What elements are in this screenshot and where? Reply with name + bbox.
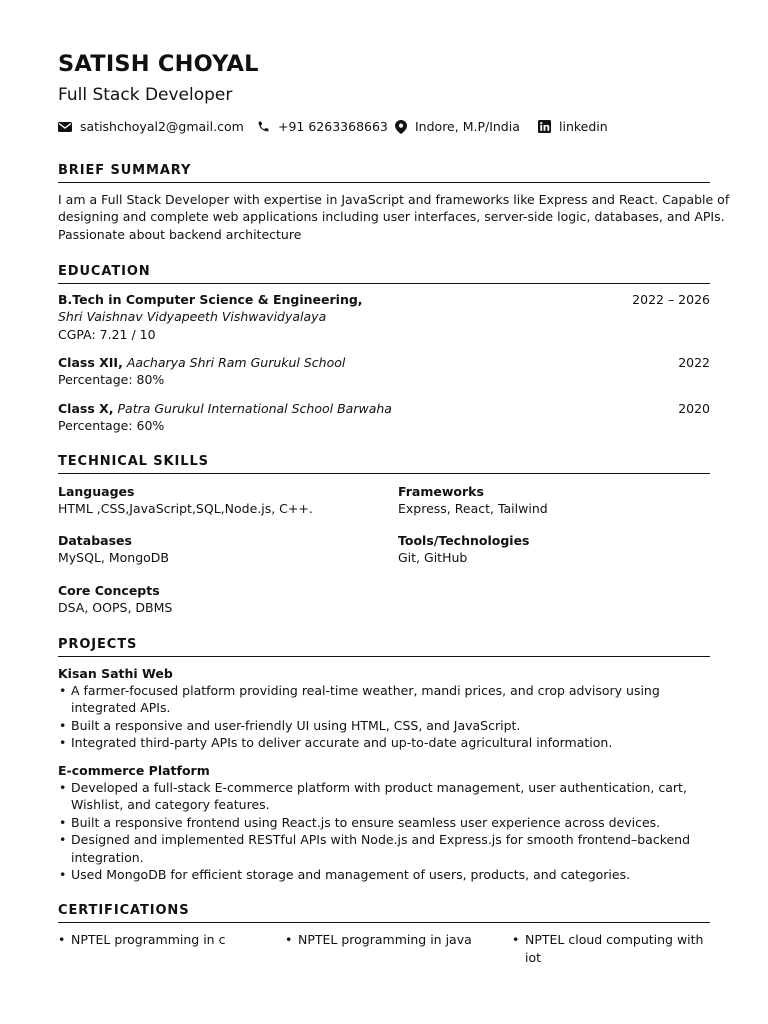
skill-label: Databases [58, 533, 132, 548]
section-divider [58, 656, 710, 657]
education-score: Percentage: 60% [58, 418, 165, 434]
contact-linkedin-text: linkedin [559, 119, 608, 134]
summary-line: designing and complete web applications including user interfaces, server-side logic, databases, and APIs. [58, 209, 725, 225]
project-bullets [58, 779, 708, 883]
project-title: E-commerce Platform [58, 763, 210, 778]
education-degree: B.Tech in Computer Science & Engineering, [58, 292, 363, 307]
education-entry [58, 291, 363, 343]
contact-email[interactable] [58, 119, 244, 134]
section-divider [58, 473, 710, 474]
education-degree: Class XII, [58, 355, 123, 370]
section-divider [58, 182, 710, 183]
list-item: • Designed and implemented RESTful APIs with Node.js and Express.js for smooth frontend–backend integration. [58, 831, 708, 866]
bullet-icon: • [512, 932, 520, 947]
candidate-name: SATISH CHOYAL [58, 51, 259, 77]
skill-group-databases [58, 532, 169, 567]
section-divider [58, 922, 710, 923]
certification-text: NPTEL cloud computing with iot [525, 932, 704, 965]
summary-text [58, 191, 729, 243]
bullet-icon: • [285, 932, 293, 947]
certification-item [285, 931, 500, 949]
skill-label: Tools/Technologies [398, 533, 530, 548]
section-heading-projects: PROJECTS [58, 637, 138, 652]
contact-email-text: satishchoyal2@gmail.com [80, 119, 244, 134]
list-item: • Used MongoDB for efficient storage and management of users, products, and categories. [58, 866, 708, 883]
project-title: Kisan Sathi Web [58, 666, 173, 681]
candidate-title: Full Stack Developer [58, 85, 233, 105]
education-school: Patra Gurukul International School Barwaha [117, 401, 392, 416]
project-bullets [58, 682, 708, 752]
list-item: • Built a responsive frontend using React.js to ensure seamless user experience across devices. [58, 814, 708, 831]
skill-group-tools [398, 532, 530, 567]
contact-linkedin[interactable] [538, 119, 608, 134]
list-item: • Built a responsive and user-friendly UI using HTML, CSS, and JavaScript. [58, 717, 708, 734]
education-school: Aacharya Shri Ram Gurukul School [126, 355, 346, 370]
skill-label: Languages [58, 484, 135, 499]
skill-value: Git, GitHub [398, 550, 468, 566]
skill-value: DSA, OOPS, DBMS [58, 600, 173, 616]
skill-group-core-concepts [58, 582, 172, 617]
certification-item [512, 931, 710, 967]
list-item: • Integrated third-party APIs to deliver accurate and up-to-date agricultural information. [58, 734, 708, 751]
email-icon [58, 122, 72, 132]
section-heading-education: EDUCATION [58, 264, 151, 279]
education-years: 2022 – 2026 [632, 292, 710, 307]
skill-label: Frameworks [398, 484, 484, 499]
phone-icon [257, 120, 270, 133]
summary-line: I am a Full Stack Developer with expertise in JavaScript and frameworks like Express and React. Capable of [58, 192, 730, 207]
certification-text: NPTEL programming in java [298, 932, 472, 947]
contact-phone-text: +91 6263368663 [278, 119, 388, 134]
contact-phone[interactable] [257, 119, 388, 134]
section-divider [58, 283, 710, 284]
contact-location [395, 119, 520, 134]
education-school: Shri Vaishnav Vidyapeeth Vishwavidyalaya [58, 309, 327, 325]
skill-value: HTML ,CSS,JavaScript,SQL,Node.js, C++. [58, 501, 313, 517]
section-heading-skills: TECHNICAL SKILLS [58, 454, 209, 469]
linkedin-icon [538, 120, 551, 133]
contact-location-text: Indore, M.P/India [415, 119, 520, 134]
certification-item [58, 931, 268, 949]
skill-label: Core Concepts [58, 583, 160, 598]
section-heading-certifications: CERTIFICATIONS [58, 903, 190, 918]
education-years: 2020 [678, 401, 710, 416]
education-years: 2022 [678, 355, 710, 370]
location-pin-icon [395, 120, 407, 134]
education-entry [58, 354, 345, 389]
skill-value: MySQL, MongoDB [58, 550, 170, 566]
skill-group-frameworks [398, 483, 548, 518]
skill-value: Express, React, Tailwind [398, 501, 548, 517]
skill-group-languages [58, 483, 313, 518]
education-score: Percentage: 80% [58, 372, 165, 388]
list-item: • A farmer-focused platform providing real-time weather, mandi prices, and crop advisory using integrated APIs. [58, 682, 708, 717]
education-entry [58, 400, 392, 435]
list-item: • Developed a full-stack E-commerce platform with product management, user authentication, cart, Wishlist, and category features. [58, 779, 708, 814]
education-score: CGPA: 7.21 / 10 [58, 326, 156, 342]
certification-text: NPTEL programming in c [71, 932, 226, 947]
summary-line: Passionate about backend architecture [58, 226, 302, 242]
section-heading-summary: BRIEF SUMMARY [58, 163, 192, 178]
bullet-icon: • [58, 932, 66, 947]
education-degree: Class X, [58, 401, 114, 416]
